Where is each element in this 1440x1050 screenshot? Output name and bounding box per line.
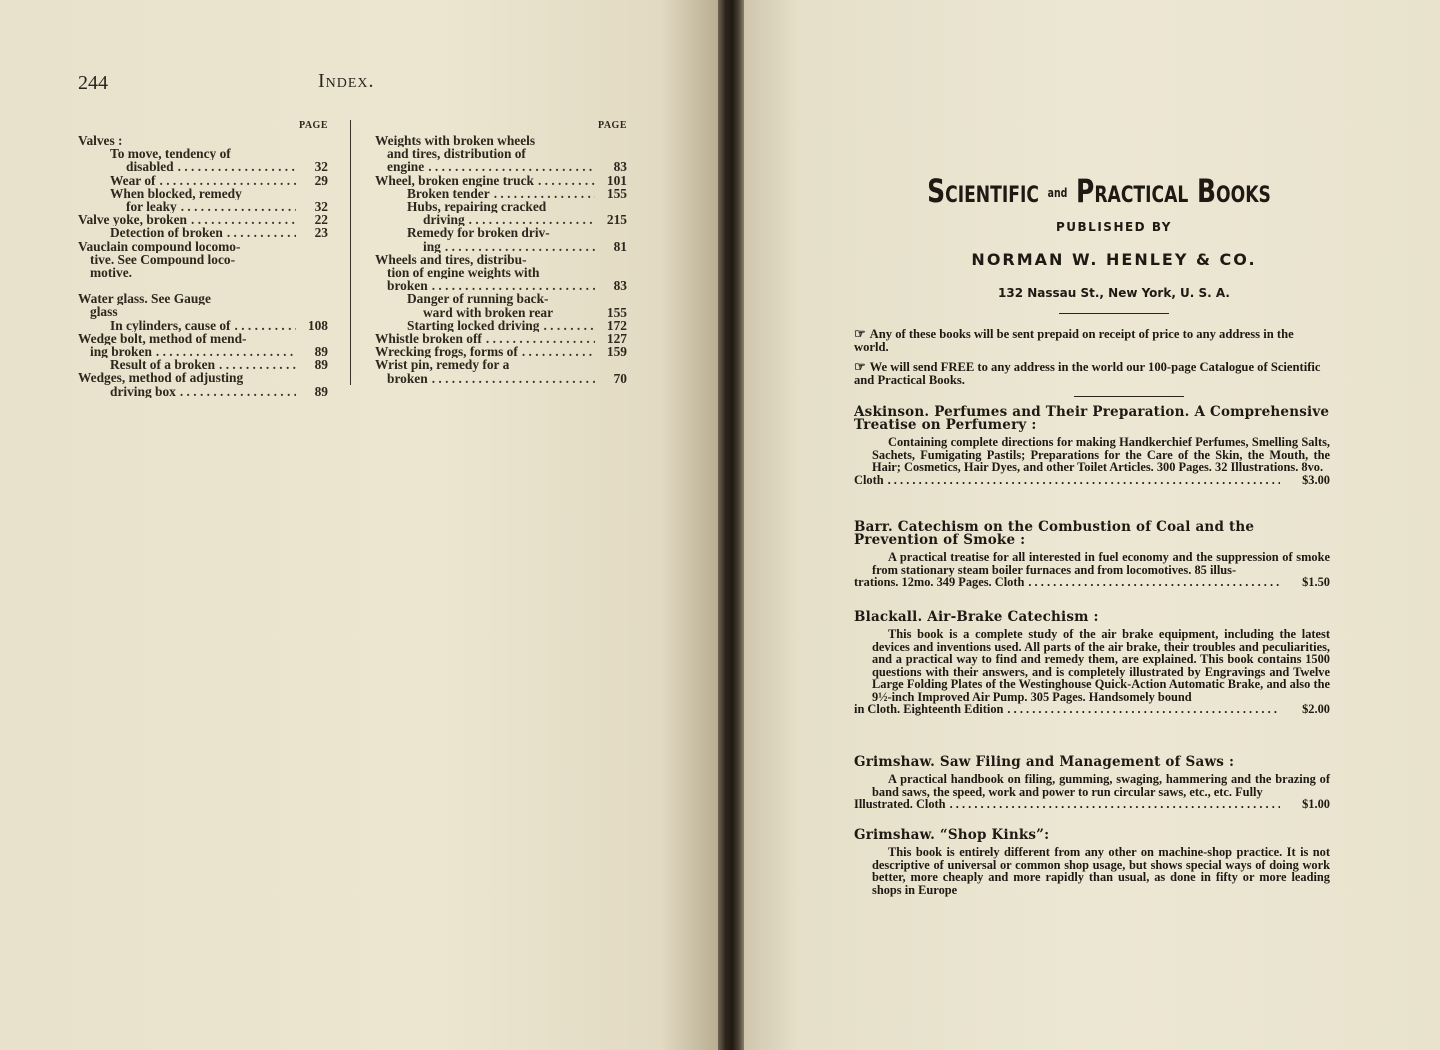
index-entry-text: driving box (110, 384, 176, 398)
index-entry-text: Wear of (110, 173, 156, 187)
dot-leader (180, 385, 296, 398)
index-entry-text: ing (423, 239, 441, 253)
page-column-head: PAGE (298, 120, 328, 131)
index-entry-page: 83 (613, 159, 627, 175)
dot-leader (191, 213, 296, 226)
index-entry (78, 279, 328, 292)
index-entry-page: 22 (314, 212, 328, 228)
dot-leader (156, 345, 296, 358)
index-entry-text: tive. See Compound loco- (90, 252, 236, 267)
notice-prepaid (854, 327, 1330, 354)
index-entry (78, 292, 328, 305)
index-entry-page: 155 (606, 304, 627, 320)
index-entry-page: 83 (613, 278, 627, 294)
index-entry (375, 292, 627, 305)
price-row (854, 703, 1330, 716)
book-description-text: This book is a complete study of the air brake equipment, including the latest devices and inventions used. All parts of the air brake, their troubles and peculiarities, and a practical way to find and remedy them, are explained. This book contains 1500 questions with their answers, and is completely illustrated by Engravings and Twelve Large Folding Plates of the Westinghouse Quick-Action Automatic Brake, and also the 9½-inch Improved Air Pump. 305 Pages. Handsomely bound (872, 627, 1330, 704)
index-entry-page: 155 (606, 185, 627, 201)
dot-leader (219, 358, 296, 371)
right-page (744, 0, 1440, 1050)
index-entry-text: Whistle broken off (375, 332, 482, 346)
left-page (0, 0, 718, 1050)
index-entry (78, 226, 328, 239)
pointing-hand-icon: ☞ (854, 359, 866, 374)
book-description (854, 627, 1330, 716)
index-entry-text: Water glass. See Gauge (78, 292, 211, 306)
index-entry (375, 147, 627, 160)
index-entry (375, 213, 627, 226)
index-entry-page: 89 (314, 357, 328, 373)
book-description-text: A practical handbook on filing, gumming, swaging, hammering and the brazing of band saws, the speed, work and power to run circular saws, etc., etc. Fully (872, 772, 1330, 799)
index-entry (78, 345, 328, 358)
dot-leader (445, 240, 595, 253)
dot-leader (235, 319, 296, 332)
index-entry-text: ing broken (90, 345, 152, 359)
title-part-2: Practical Books (1076, 172, 1271, 210)
index-entry-page: 159 (606, 344, 627, 360)
dot-leader (486, 332, 595, 345)
index-entry-text: Result of a broken (110, 358, 216, 372)
index-entry-page: 81 (613, 238, 627, 254)
book-heading: Blackall. Air-Brake Catechism : (854, 609, 1099, 625)
index-entry (78, 160, 328, 173)
book-heading: Grimshaw. “Shop Kinks”: (854, 827, 1050, 843)
index-entry (78, 147, 328, 160)
divider-rule (1059, 313, 1169, 314)
pointing-hand-icon: ☞ (854, 326, 866, 341)
index-entry (375, 372, 627, 385)
index-entry (375, 226, 627, 239)
index-entry-page: 29 (314, 172, 328, 188)
book-price: $3.00 (1302, 472, 1330, 487)
index-list (78, 134, 328, 398)
dot-leader (432, 372, 595, 385)
index-entry-page: 32 (314, 159, 328, 175)
dot-leader (469, 213, 595, 226)
index-entry (375, 319, 627, 332)
index-entry-text: engine (387, 160, 425, 174)
index-entry-text: Valve yoke, broken (78, 213, 188, 227)
index-entry (78, 358, 328, 371)
published-by: PUBLISHED BY (1056, 220, 1172, 234)
index-entry (78, 240, 328, 253)
index-entry (375, 358, 627, 371)
index-entry-text: Wedge bolt, method of mend- (78, 331, 247, 346)
book-heading: Askinson. Perfumes and Their Preparation. A Comprehensive Treatise on Perfumery : (854, 404, 1330, 433)
dot-leader (494, 187, 595, 200)
index-entry-page: 23 (314, 225, 328, 241)
index-entry (78, 319, 328, 332)
notice-text: Any of these books will be sent prepaid on receipt of price to any address in the world. (854, 327, 1294, 354)
index-column-b (375, 120, 627, 385)
index-entry (78, 134, 328, 147)
index-entry-text: disabled (126, 160, 174, 174)
dot-leader (1007, 703, 1280, 716)
index-entry-text: Wrist pin, remedy for a (375, 358, 510, 372)
index-entry (78, 371, 328, 384)
index-entry (78, 266, 328, 279)
book-price: $1.00 (1302, 797, 1330, 811)
index-entry-text: Remedy for broken driv- (407, 226, 550, 240)
index-entry (78, 332, 328, 345)
index-entry-text: Wheel, broken engine truck (375, 173, 534, 187)
book-price: $1.50 (1302, 575, 1330, 589)
index-entry-text: Vauclain compound locomo- (78, 239, 241, 253)
price-row-text: Cloth (854, 472, 884, 487)
index-entry-text: Weights with broken wheels (375, 134, 536, 148)
book-description (854, 435, 1330, 487)
index-entry-text: Wrecking frogs, forms of (375, 345, 518, 359)
price-row (854, 474, 1330, 487)
running-head (78, 70, 638, 100)
index-entry (375, 332, 627, 345)
index-entry-text: broken (387, 371, 428, 385)
publisher-address: 132 Nassau St., New York, U. S. A. (998, 286, 1230, 300)
index-entry-text: Valves : (78, 134, 123, 148)
book-price: $2.00 (1302, 702, 1330, 716)
index-entry-text: To move, tendency of (110, 147, 231, 161)
index-entry-text: and tires, distribution of (387, 147, 526, 161)
column-divider (350, 120, 351, 385)
dot-leader (888, 474, 1280, 487)
index-entry-text: Danger of running back- (407, 292, 549, 306)
index-entry (78, 200, 328, 213)
publisher-name: NORMAN W. HENLEY & CO. (971, 250, 1257, 269)
dot-leader (522, 345, 595, 358)
index-entry (78, 174, 328, 187)
index-entry (375, 160, 627, 173)
book-description (854, 550, 1330, 589)
price-row-text: in Cloth. Eighteenth Edition (854, 702, 1004, 716)
index-entry-text: driving (423, 213, 465, 227)
index-entry (78, 305, 328, 318)
book-heading: Barr. Catechism on the Combustion of Coal and the Prevention of Smoke : (854, 519, 1255, 548)
index-entry (78, 385, 328, 398)
index-entry-page: 70 (613, 370, 627, 386)
price-row (854, 576, 1330, 589)
dot-leader (950, 798, 1280, 811)
index-list (375, 134, 627, 385)
dot-leader (428, 160, 595, 173)
divider-rule (1074, 396, 1184, 397)
price-row (854, 798, 1330, 811)
title-and: and (1047, 186, 1068, 200)
notice-text: We will send FREE to any address in the world our 100-page Catalogue of Scientific and Practical Books. (854, 360, 1321, 387)
index-entry (375, 253, 627, 266)
index-entry (375, 279, 627, 292)
catalogue-title (908, 172, 1290, 210)
index-entry-page: 89 (314, 383, 328, 399)
index-entry-text: glass (90, 305, 118, 319)
index-entry-text: When blocked, remedy (110, 186, 242, 201)
dot-leader (227, 226, 296, 239)
notice-catalogue (854, 360, 1330, 387)
index-entry-page: 89 (314, 344, 328, 360)
index-entry (375, 200, 627, 213)
book-description (872, 846, 1330, 896)
index-entry-page: 101 (606, 172, 627, 188)
index-entry (375, 134, 627, 147)
index-entry-page: 215 (606, 212, 627, 228)
price-row-text: trations. 12mo. 349 Pages. Cloth (854, 575, 1025, 589)
title-part-1: Scientific (927, 172, 1039, 210)
index-entry-text: Wheels and tires, distribu- (375, 252, 527, 267)
running-title: Index. (318, 70, 375, 92)
index-entry-text: tion of engine weights with (387, 266, 540, 280)
index-entry-text: Hubs, repairing cracked (407, 200, 547, 214)
dot-leader (432, 279, 595, 292)
book-description-text: A practical treatise for all interested in fuel economy and the suppression of smoke from stationary steam boiler furnaces and from locomotives. 85 illus- (872, 550, 1330, 577)
index-entry (375, 174, 627, 187)
index-entry-text: motive. (90, 266, 133, 280)
price-row-text: Illustrated. Cloth (854, 797, 946, 811)
dot-leader (538, 174, 595, 187)
index-entry (78, 213, 328, 226)
index-entry-text: broken (387, 279, 428, 293)
dot-leader (160, 174, 297, 187)
book-description-text: This book is entirely different from any other on machine-shop practice. It is not descriptive of universal or common shop usage, but shows special ways of doing work better, more cheaply and more rapidly than usual, as done in fifty or more leading shops in Europe (872, 845, 1330, 897)
dot-leader (1028, 576, 1280, 589)
index-entry-text: Wedges, method of adjusting (78, 371, 244, 385)
index-entry-text: Detection of broken (110, 226, 223, 240)
index-entry-page: 127 (606, 331, 627, 347)
book-description-text: Containing complete directions for making Handkerchief Perfumes, Smelling Salts, Sachets, Fumigating Pastils; Preparations for the Care of the Skin, the Mouth, the Hair; Cosmetics, Hair Dyes, and other Toilet Articles. 300 Pages. 32 Illustrations. 8vo. (872, 435, 1330, 474)
index-entry (375, 306, 627, 319)
index-entry-page: 108 (307, 317, 328, 333)
dot-leader (543, 319, 595, 332)
book-description (854, 772, 1330, 811)
index-column-a (78, 120, 328, 398)
index-entry-page: 32 (314, 199, 328, 215)
index-entry-text: Broken tender (407, 186, 490, 201)
page-column-head: PAGE (597, 120, 627, 131)
index-entry (78, 253, 328, 266)
dot-leader (181, 200, 296, 213)
dot-leader (178, 160, 296, 173)
index-entry (375, 345, 627, 358)
index-entry (375, 187, 627, 200)
index-entry (78, 187, 328, 200)
page-number: 244 (78, 72, 108, 94)
index-entry-text: ward with broken rear (423, 305, 554, 319)
index-entry (375, 266, 627, 279)
index-entry-text: for leaky (126, 200, 177, 214)
book-gutter (718, 0, 744, 1050)
index-entry-page: 172 (606, 317, 627, 333)
index-entry-text: Starting locked driving (407, 318, 540, 333)
index-entry (375, 240, 627, 253)
book-heading: Grimshaw. Saw Filing and Management of Saws : (854, 754, 1235, 770)
index-entry-text: In cylinders, cause of (110, 318, 231, 332)
